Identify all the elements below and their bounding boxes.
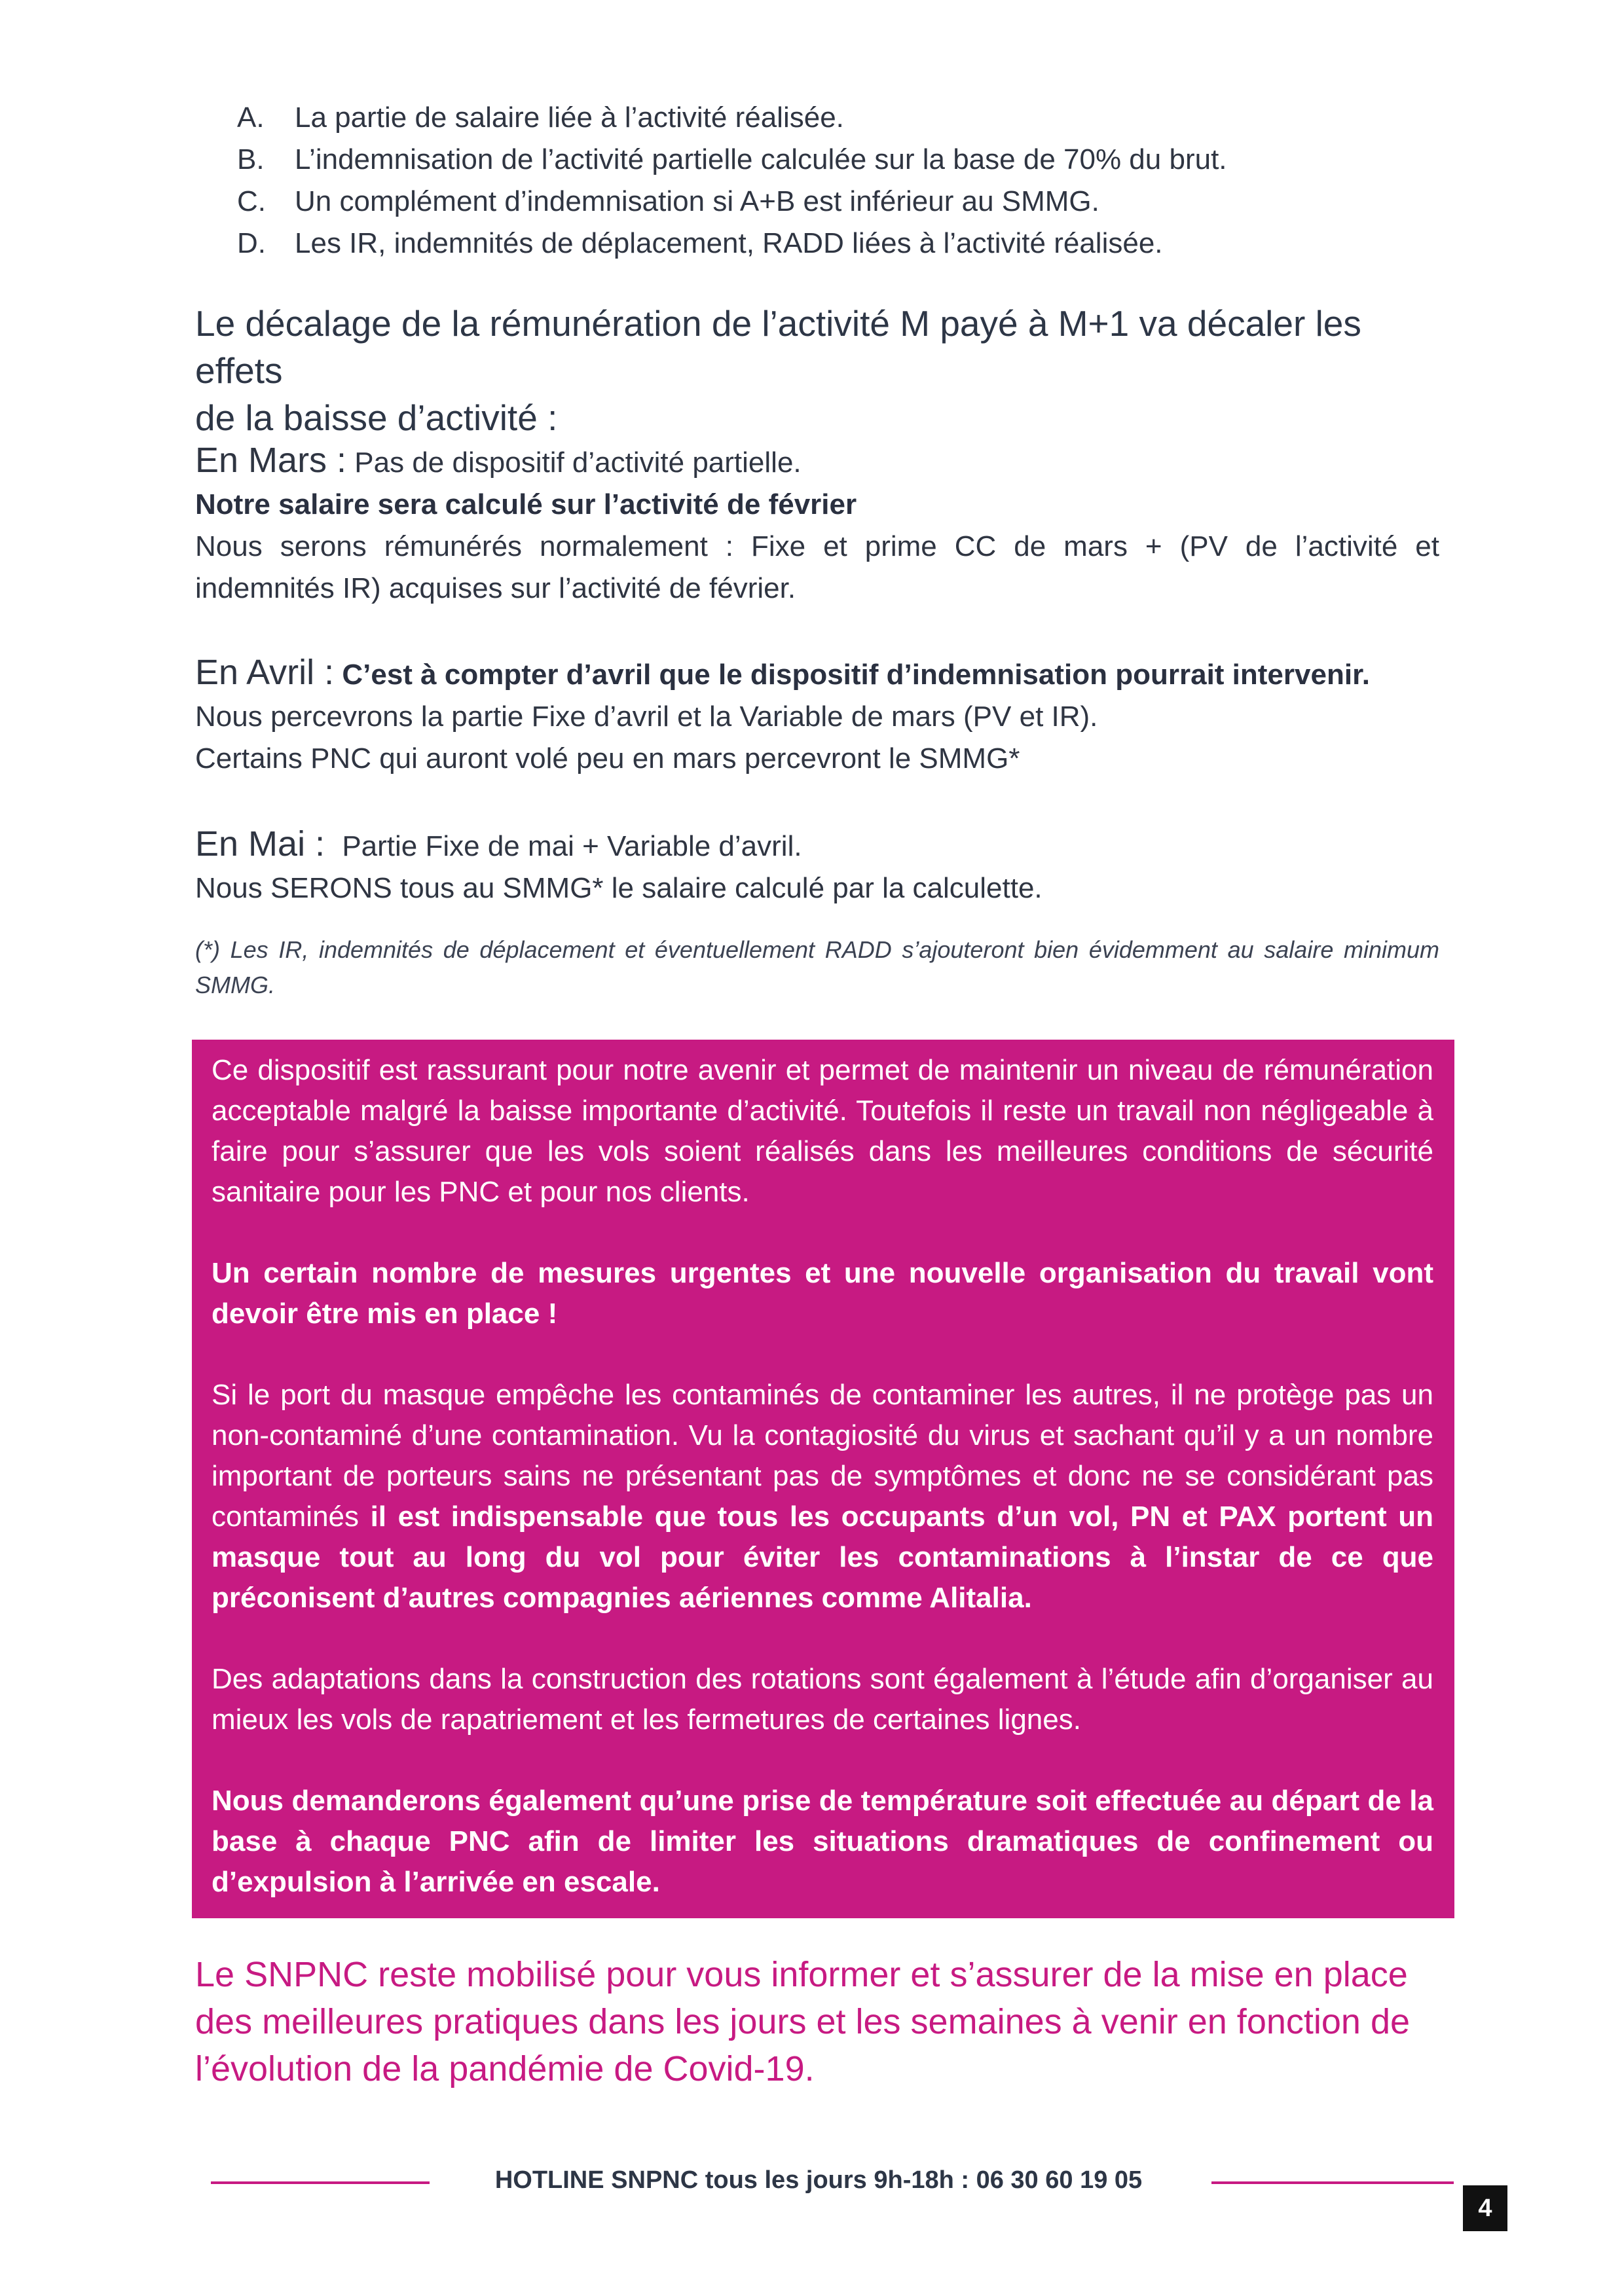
avril-line: Nous percevrons la partie Fixe d’avril et la Variable de mars (PV et IR). [195, 701, 1098, 733]
box-text: Si le port du masque empêche les contaminés de contaminer les autres, il ne protège pas un non-contaminé d’une contamination. Vu la contagiosité du virus et sachant qu’il y a un nombre important de porteurs sains ne présentant pas de symptômes et donc ne se considérant pas contaminés [212, 1379, 1433, 1533]
closing-statement [195, 1951, 1459, 2092]
section-mai [195, 821, 1439, 909]
list-item [237, 97, 1481, 139]
list-text: L’indemnisation de l’activité partielle calculée sur la base de 70% du brut. [295, 143, 1227, 175]
list-item [237, 181, 1481, 223]
page-number: 4 [1463, 2185, 1507, 2231]
intro-line: de la baisse d’activité : [195, 397, 558, 438]
box-paragraph: Des adaptations dans la construction des rotations sont également à l’étude afin d’organiser au mieux les vols de rapatriement et les fermetures de certaines lignes. [212, 1663, 1433, 1736]
box-bold-paragraph: Un certain nombre de mesures urgentes et une nouvelle organisation du travail vont devoir être mis en place ! [212, 1257, 1433, 1330]
month-text: Partie Fixe de mai + Variable d’avril. [342, 830, 802, 862]
box-bold-paragraph: Nous demanderons également qu’une prise de température soit effectuée au départ de la base à chaque PNC afin de limiter les situations dramatiques de confinement ou d’expulsion à l’arrivée en escale. [212, 1785, 1433, 1898]
footer [0, 2160, 1624, 2200]
list-letter: C. [237, 185, 266, 217]
intro-line: Le décalage de la rémunération de l’activité M payé à M+1 va décaler les effets [195, 303, 1361, 391]
box-paragraph: Ce dispositif est rassurant pour notre avenir et permet de maintenir un niveau de rémunération acceptable malgré la baisse importante d’activité. Toutefois il reste un travail non négligeable à faire pour s’assurer que les vols soient réalisés dans les meilleures conditions de sécurité sanitaire pour les PNC et pour nos clients. [212, 1054, 1433, 1208]
box-paragraph [212, 1375, 1433, 1618]
mars-body: Nous serons rémunérés normalement : Fixe et prime CC de mars + (PV de l’activité et indemnités IR) acquises sur l’activité de février. [195, 530, 1439, 604]
list-text: Un complément d’indemnisation si A+B est inférieur au SMMG. [295, 185, 1099, 217]
month-text: Pas de dispositif d’activité partielle. [354, 446, 802, 479]
highlight-box [192, 1040, 1454, 1918]
footnote: (*) Les IR, indemnités de déplacement et éventuellement RADD s’ajouteront bien évidemment au salaire minimum SMMG. [195, 936, 1439, 998]
list-letter: D. [237, 227, 266, 259]
list-letter: B. [237, 143, 265, 175]
closing-line: Le SNPNC reste mobilisé pour vous informer et s’assurer de la mise en place [195, 1955, 1408, 1994]
closing-line: des meilleures pratiques dans les jours et les semaines à venir en fonction de [195, 2002, 1411, 2041]
footer-rule-right [1211, 2181, 1454, 2184]
list-text: La partie de salaire liée à l’activité réalisée. [295, 101, 844, 134]
footer-rule-left [211, 2181, 430, 2184]
intro-heading [195, 300, 1439, 441]
avril-line: Certains PNC qui auront volé peu en mars percevront le SMMG* [195, 742, 1020, 774]
hotline-text: HOTLINE SNPNC tous les jours 9h-18h : 06 30 60 19 05 [494, 2166, 1143, 2194]
mars-bold-statement: Notre salaire sera calculé sur l’activité de février [195, 488, 857, 520]
month-label: En Avril : [195, 653, 335, 692]
box-bold-text: il est indispensable que tous les occupants d’un vol, PN et PAX portent un masque tout au long du vol pour éviter les contaminations à l’instar de ce que préconisent d’autres compagnies aériennes comme Alitalia. [212, 1501, 1433, 1614]
list-text: Les IR, indemnités de déplacement, RADD liées à l’activité réalisée. [295, 227, 1163, 259]
section-avril [195, 649, 1439, 780]
section-mars [195, 437, 1439, 610]
month-label: En Mai : [195, 824, 325, 864]
avril-bold-statement: C’est à compter d’avril que le dispositif d’indemnisation pourrait intervenir. [342, 659, 1370, 691]
list-item [237, 139, 1481, 181]
closing-line: l’évolution de la pandémie de Covid-19. [195, 2049, 815, 2088]
month-label: En Mars : [195, 441, 347, 480]
mai-line: Nous SERONS tous au SMMG* le salaire calculé par la calculette. [195, 872, 1043, 904]
list-letter: A. [237, 101, 265, 134]
list-item [237, 223, 1481, 264]
lettered-list [237, 97, 1481, 264]
